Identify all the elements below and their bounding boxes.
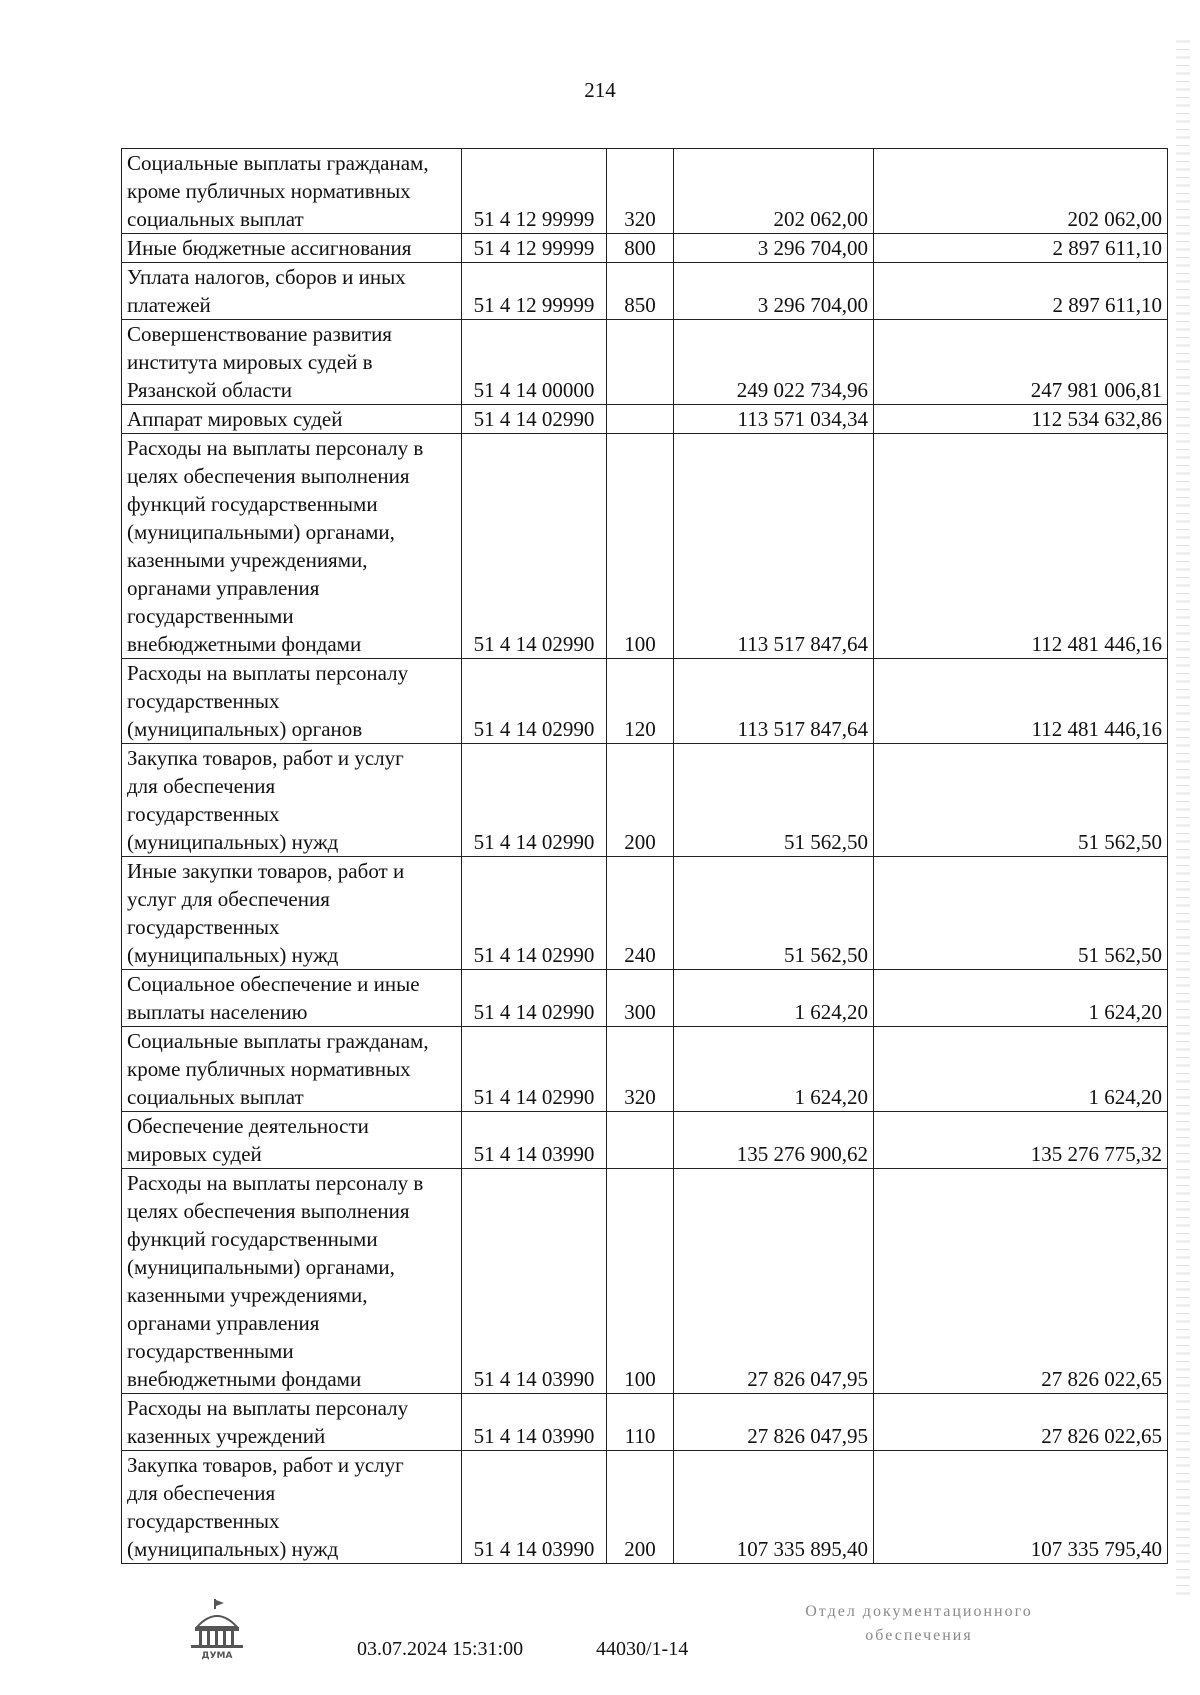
row-code-cell: 51 4 14 03990 <box>462 1112 607 1169</box>
row-executed-cell: 27 826 022,65 <box>874 1169 1168 1394</box>
row-name-cell: Расходы на выплаты персоналу государственных (муниципальных) органов <box>122 659 462 744</box>
table-row <box>122 405 1168 434</box>
row-approved-cell: 3 296 704,00 <box>674 263 874 320</box>
page-number: 214 <box>584 78 616 102</box>
table-row <box>122 1112 1168 1169</box>
row-name-cell: Закупка товаров, работ и услуг для обеспечения государственных (муниципальных) нужд <box>122 744 462 857</box>
row-code-cell: 51 4 12 99999 <box>462 263 607 320</box>
table-row <box>122 1451 1168 1564</box>
row-name-cell: Социальные выплаты гражданам, кроме публичных нормативных социальных выплат <box>122 1027 462 1112</box>
row-name-cell: Уплата налогов, сборов и иных платежей <box>122 263 462 320</box>
row-approved-cell: 107 335 895,40 <box>674 1451 874 1564</box>
department-stamp <box>784 1600 1054 1648</box>
row-code-cell: 51 4 14 03990 <box>462 1169 607 1394</box>
row-executed-cell: 2 897 611,10 <box>874 234 1168 263</box>
row-name-cell: Социальное обеспечение и иные выплаты населению <box>122 970 462 1027</box>
row-approved-cell: 135 276 900,62 <box>674 1112 874 1169</box>
stamp-line-1: Отдел документационного <box>805 1603 1033 1620</box>
table-row <box>122 970 1168 1027</box>
row-code-cell: 51 4 14 03990 <box>462 1451 607 1564</box>
table-row <box>122 659 1168 744</box>
row-executed-cell: 112 481 446,16 <box>874 659 1168 744</box>
row-approved-cell: 27 826 047,95 <box>674 1169 874 1394</box>
budget-table-body <box>122 149 1168 1564</box>
row-type-cell <box>607 320 674 405</box>
row-type-cell: 110 <box>607 1394 674 1451</box>
row-approved-cell: 113 517 847,64 <box>674 659 874 744</box>
row-type-cell: 300 <box>607 970 674 1027</box>
table-row <box>122 1394 1168 1451</box>
row-code-cell: 51 4 14 02990 <box>462 744 607 857</box>
row-executed-cell: 112 481 446,16 <box>874 434 1168 659</box>
row-executed-cell: 27 826 022,65 <box>874 1394 1168 1451</box>
row-executed-cell: 247 981 006,81 <box>874 320 1168 405</box>
row-code-cell: 51 4 14 02990 <box>462 1027 607 1112</box>
row-executed-cell: 2 897 611,10 <box>874 263 1168 320</box>
row-name-cell: Иные бюджетные ассигнования <box>122 234 462 263</box>
row-type-cell: 100 <box>607 434 674 659</box>
row-approved-cell: 3 296 704,00 <box>674 234 874 263</box>
row-approved-cell: 202 062,00 <box>674 149 874 234</box>
row-approved-cell: 113 517 847,64 <box>674 434 874 659</box>
row-name-cell: Совершенствование развития института мировых судей в Рязанской области <box>122 320 462 405</box>
row-code-cell: 51 4 14 02990 <box>462 659 607 744</box>
table-row <box>122 857 1168 970</box>
stamp-line-2: обеспечения <box>865 1627 973 1644</box>
row-executed-cell: 135 276 775,32 <box>874 1112 1168 1169</box>
row-type-cell: 320 <box>607 1027 674 1112</box>
row-type-cell: 240 <box>607 857 674 970</box>
row-type-cell <box>607 405 674 434</box>
row-code-cell: 51 4 14 02990 <box>462 857 607 970</box>
row-type-cell: 800 <box>607 234 674 263</box>
footer-date: 03.07.2024 15:31:00 <box>357 1638 524 1660</box>
row-type-cell: 200 <box>607 744 674 857</box>
row-type-cell: 850 <box>607 263 674 320</box>
row-name-cell: Иные закупки товаров, работ и услуг для обеспечения государственных (муниципальных) нужд <box>122 857 462 970</box>
row-executed-cell: 1 624,20 <box>874 970 1168 1027</box>
row-type-cell <box>607 1112 674 1169</box>
row-approved-cell: 51 562,50 <box>674 744 874 857</box>
row-executed-cell: 1 624,20 <box>874 1027 1168 1112</box>
table-row <box>122 149 1168 234</box>
row-executed-cell: 112 534 632,86 <box>874 405 1168 434</box>
budget-table <box>121 148 1168 1564</box>
row-type-cell: 120 <box>607 659 674 744</box>
table-row <box>122 263 1168 320</box>
row-approved-cell: 113 571 034,34 <box>674 405 874 434</box>
row-code-cell: 51 4 14 02990 <box>462 434 607 659</box>
row-code-cell: 51 4 14 03990 <box>462 1394 607 1451</box>
row-name-cell: Аппарат мировых судей <box>122 405 462 434</box>
row-executed-cell: 51 562,50 <box>874 744 1168 857</box>
row-type-cell: 100 <box>607 1169 674 1394</box>
row-executed-cell: 107 335 795,40 <box>874 1451 1168 1564</box>
row-code-cell: 51 4 14 00000 <box>462 320 607 405</box>
duma-logo-icon <box>187 1597 247 1661</box>
row-approved-cell: 1 624,20 <box>674 1027 874 1112</box>
table-row <box>122 1027 1168 1112</box>
row-name-cell: Обеспечение деятельности мировых судей <box>122 1112 462 1169</box>
row-executed-cell: 51 562,50 <box>874 857 1168 970</box>
table-row <box>122 1169 1168 1394</box>
row-code-cell: 51 4 12 99999 <box>462 234 607 263</box>
footer-doc-number: 44030/1-14 <box>596 1638 689 1660</box>
table-row <box>122 234 1168 263</box>
logo-text: ДУМА <box>201 1651 233 1661</box>
row-name-cell: Закупка товаров, работ и услуг для обеспечения государственных (муниципальных) нужд <box>122 1451 462 1564</box>
row-type-cell: 200 <box>607 1451 674 1564</box>
row-code-cell: 51 4 14 02990 <box>462 405 607 434</box>
row-executed-cell: 202 062,00 <box>874 149 1168 234</box>
row-approved-cell: 249 022 734,96 <box>674 320 874 405</box>
row-name-cell: Расходы на выплаты персоналу в целях обеспечения выполнения функций государственными (муниципальными) органами, казенными учреждениями, органами управления государственными внебюджетными фондами <box>122 434 462 659</box>
row-name-cell: Социальные выплаты гражданам, кроме публичных нормативных социальных выплат <box>122 149 462 234</box>
row-name-cell: Расходы на выплаты персоналу казенных учреждений <box>122 1394 462 1451</box>
row-name-cell: Расходы на выплаты персоналу в целях обеспечения выполнения функций государственными (муниципальными) органами, казенными учреждениями, органами управления государственными внебюджетными фондами <box>122 1169 462 1394</box>
table-row <box>122 320 1168 405</box>
row-approved-cell: 27 826 047,95 <box>674 1394 874 1451</box>
row-code-cell: 51 4 12 99999 <box>462 149 607 234</box>
row-type-cell: 320 <box>607 149 674 234</box>
table-row <box>122 744 1168 857</box>
table-row <box>122 434 1168 659</box>
scan-edge-artifact <box>1176 40 1190 1600</box>
row-approved-cell: 1 624,20 <box>674 970 874 1027</box>
row-code-cell: 51 4 14 02990 <box>462 970 607 1027</box>
row-approved-cell: 51 562,50 <box>674 857 874 970</box>
